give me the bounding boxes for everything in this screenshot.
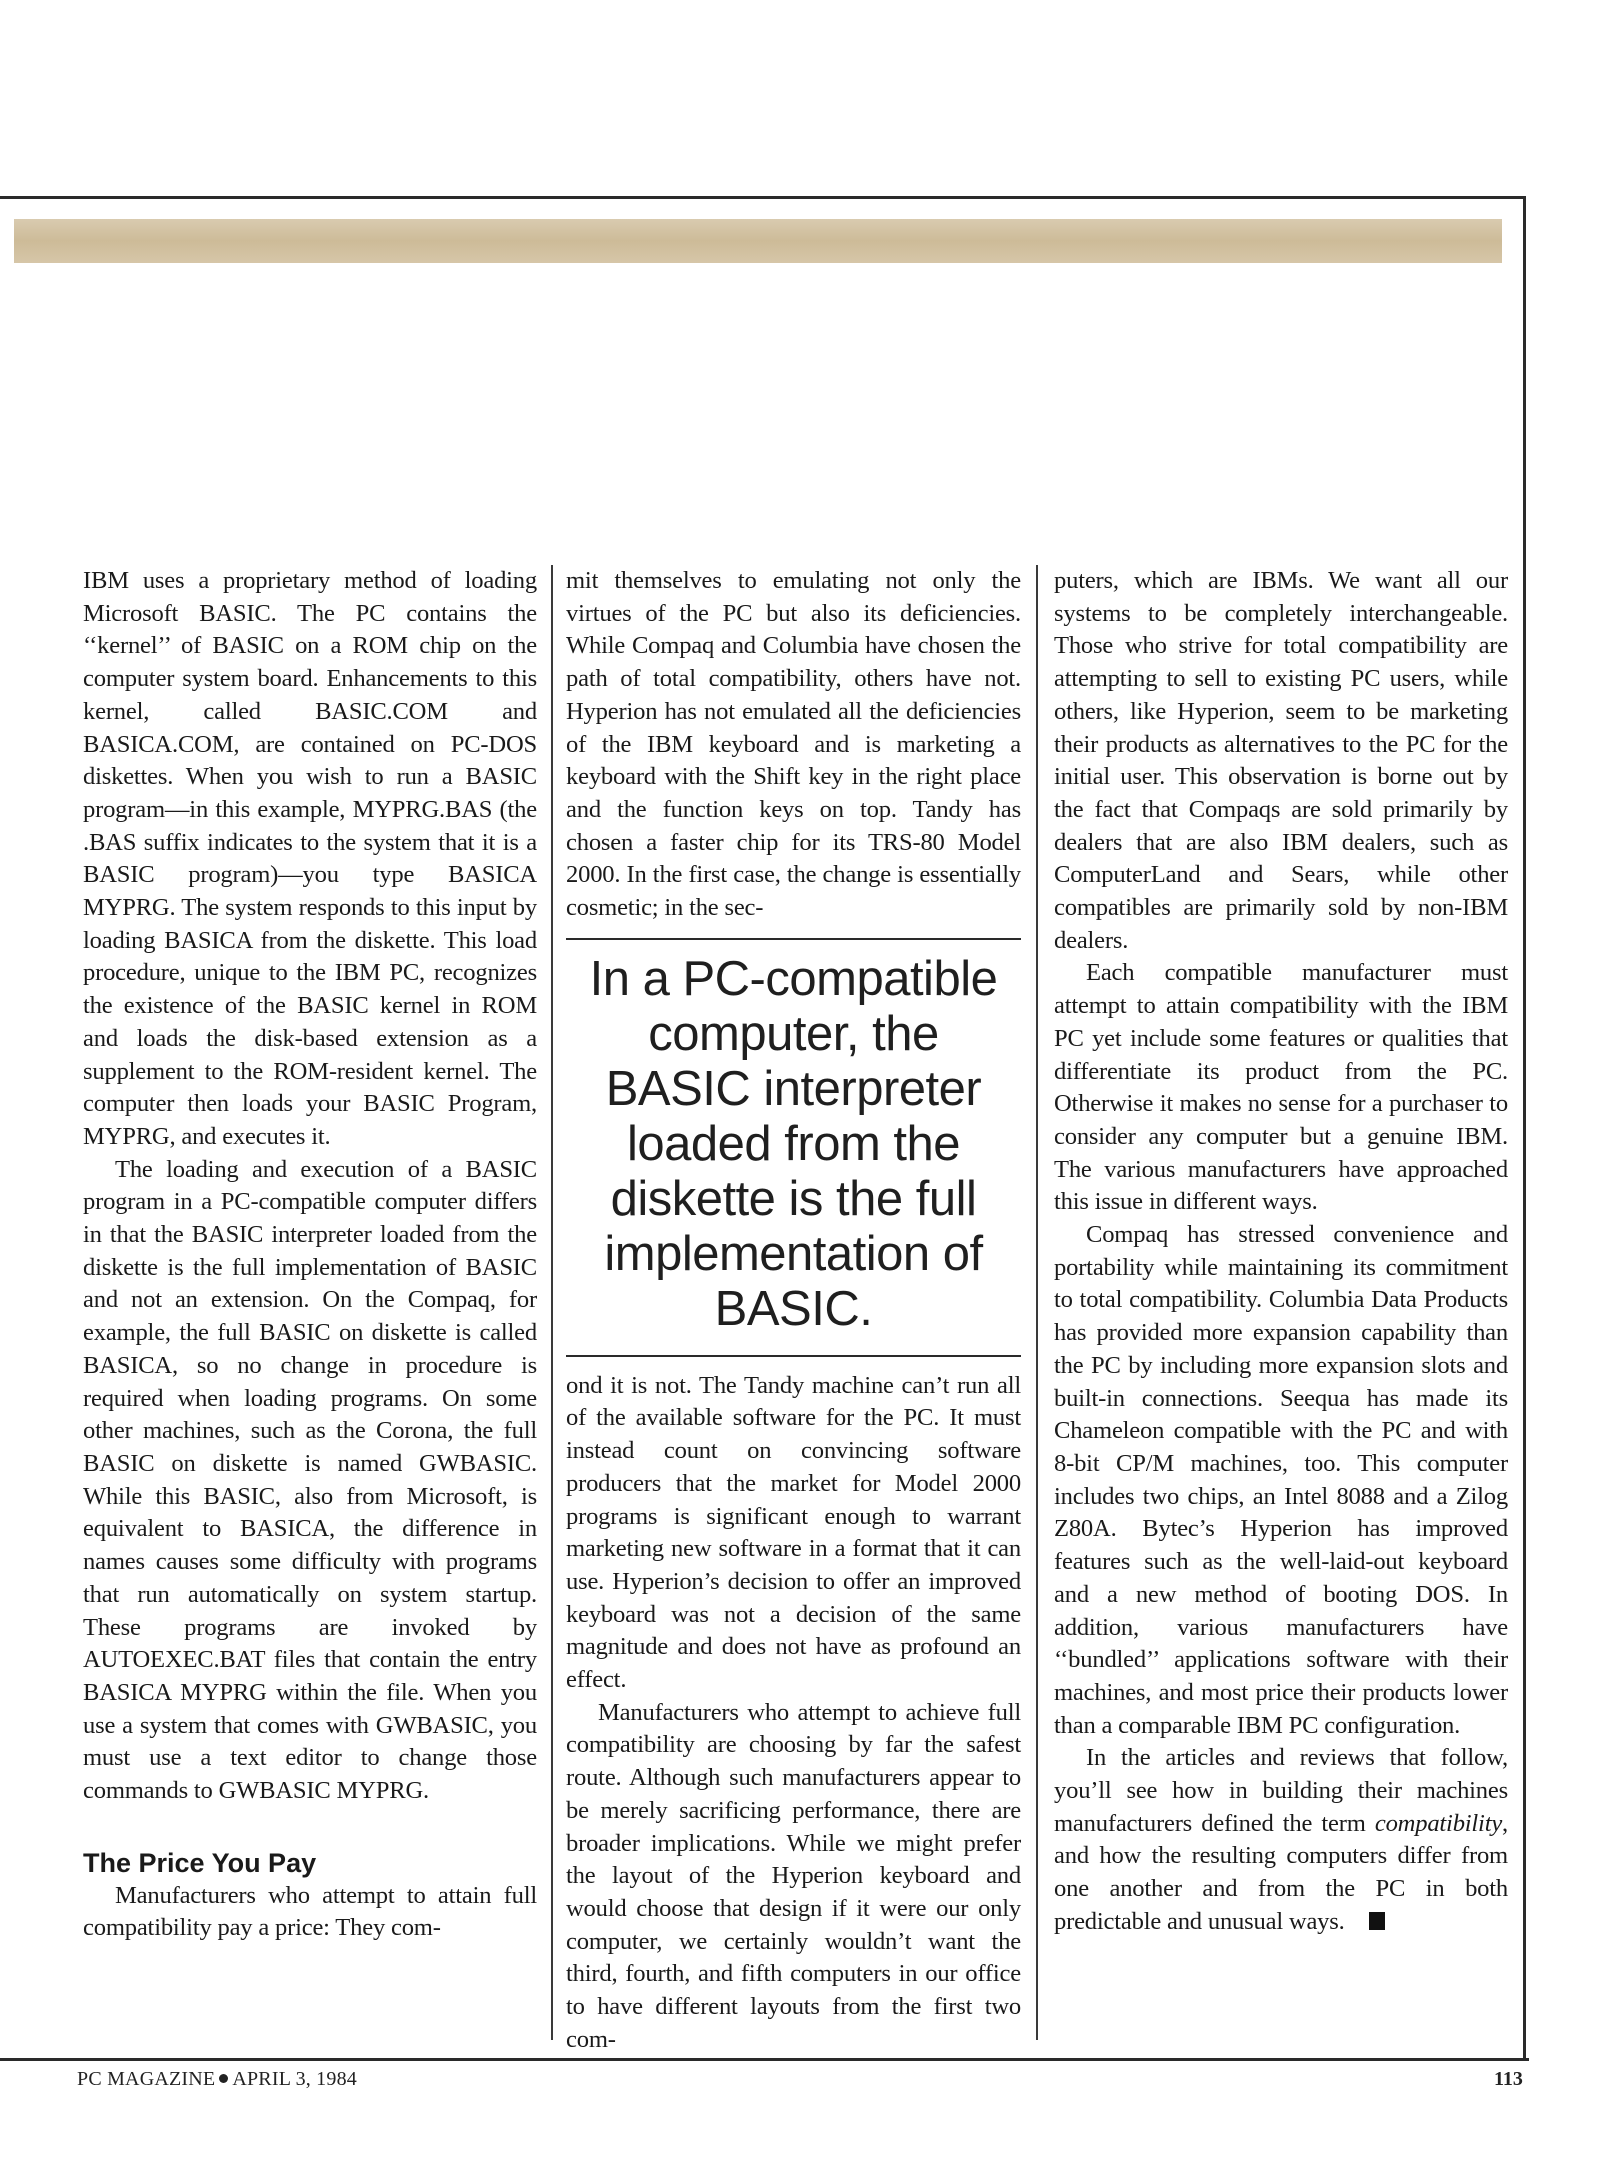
footer-rule	[0, 2058, 1529, 2061]
paragraph-final	[1054, 1742, 1508, 1938]
page-number: 113	[1494, 2068, 1523, 2090]
article-column-2	[566, 565, 1021, 2057]
paragraph: Manufacturers who attempt to attain full compatibility pay a price: They com-	[83, 1881, 537, 1942]
end-of-article-mark	[1369, 1912, 1385, 1930]
paragraph: Manufacturers who attempt to achieve full compatibility are choosing by far the safest route. Although such manufacturers appear to be merely sacrificing performance, there are broader implications. While we might prefer the layout of the Hyperion keyboard and would choose that design if it were our only computer, we certainly wouldn’t want the third, fourth, and fifth computers in our office to have different layouts from the first two com-	[566, 1698, 1021, 2053]
section-subhead: The Price You Pay	[83, 1847, 317, 1878]
magazine-name: PC MAGAZINE	[77, 2068, 216, 2090]
pull-quote: In a PC-compatible computer, the BASIC interpreter loaded from the diskette is the full implementation of BASIC.	[566, 938, 1021, 1357]
text-run: In the articles and reviews that follow, you’ll see how in building their machines manufacturers defined the term	[1054, 1744, 1508, 1837]
text-run: , and how the resulting computers differ from one another and from the PC in both predictable and unusual ways.	[1054, 1809, 1508, 1935]
paragraph: IBM uses a proprietary method of loading Microsoft BASIC. The PC contains the ‘‘kernel’’ of BASIC on a ROM chip on the computer system board. Enhancements to this kernel, called BASIC.COM and BASICA.COM, are contained on PC-DOS diskettes. When you wish to run a BASIC program—in this example, MYPRG.BAS (the .BAS suffix indicates to the system that it is a BASIC program)—you type BASICA MYPRG. The system responds to this input by loading BASICA from the diskette. This load procedure, unique to the IBM PC, recognizes the existence of the BASIC kernel in ROM and loads the disk-based extension as a supplement to the ROM-resident kernel. The computer then loads your BASIC Program, MYPRG, and executes it.	[83, 567, 537, 1150]
emphasis-term: compatibility	[1374, 1809, 1503, 1837]
header-color-band	[14, 219, 1502, 263]
paragraph: Each compatible manufacturer must attempt to attain compatibility with the IBM PC yet include some features or qualities that differentiate its product from the PC. Otherwise it makes no sense for a purchaser to consider any computer but a genuine IBM. The various manufacturers have approached this issue in different ways.	[1054, 959, 1508, 1216]
bullet-icon	[219, 2074, 228, 2083]
article-column-1	[83, 565, 537, 1945]
paragraph: The loading and execution of a BASIC program in a PC-compatible computer differs in that the BASIC interpreter loaded from the diskette is the full implementation of BASIC and not an extension. On the Compaq, for example, the full BASIC on diskette is called BASICA, so no change in procedure is required when loading programs. On some other machines, such as the Corona, the full BASIC on diskette is named GWBASIC. While this BASIC, also from Microsoft, is equivalent to BASICA, the difference in names causes some difficulty with programs that run automatically on system startup. These programs are invoked by AUTOEXEC.BAT files that contain the entry BASICA MYPRG within the file. When you use a system that comes with GWBASIC, you must use a text editor to change those commands to GWBASIC MYPRG.	[83, 1155, 537, 1805]
paragraph: Compaq has stressed convenience and portability while maintaining its commitment to total compatibility. Columbia Data Products has provided more expansion capability than the PC by including more expansion slots and built-in connections. Seequa has made its Chameleon compatible with the PC and with 8-bit CP/M machines, too. This computer includes two chips, an Intel 8088 and a Zilog Z80A. Bytec’s Hyperion has improved features such as the well-laid-out keyboard and a new method of booting DOS. In addition, various manufacturers have ‘‘bundled’’ applications software with their machines, and most price their products lower than a comparable IBM PC configuration.	[1054, 1221, 1508, 1739]
article-column-3	[1054, 565, 1508, 1939]
paragraph: ond it is not. The Tandy machine can’t run all of the available software for the PC. It must instead count on convincing software producers that the market for Model 2000 programs is significant enough to warrant marketing new software in a format that it can use. Hyperion’s decision to offer an improved keyboard was not a decision of the same magnitude and does not have as profound an effect.	[566, 1371, 1021, 1694]
paragraph: mit themselves to emulating not only the virtues of the PC but also its deficiencies. While Compaq and Columbia have chosen the path of total compatibility, others have not. Hyperion has not emulated all the deficiencies of the IBM keyboard and is marketing a keyboard with the Shift key in the right place and the function keys on top. Tandy has chosen a faster chip for its TRS-80 Model 2000. In the first case, the change is essentially cosmetic; in the sec-	[566, 567, 1021, 922]
column-divider	[1036, 565, 1038, 2040]
paragraph: puters, which are IBMs. We want all our systems to be completely interchangeable. Those who strive for total compatibility are attempting to sell to existing PC users, while others, like Hyperion, seem to be marketing their products as alternatives to the PC for the initial user. This observation is borne out by the fact that Compaqs are sold primarily by dealers that are also IBM dealers, such as ComputerLand and Sears, while other compatibles are primarily sold by non-IBM dealers.	[1054, 567, 1508, 954]
column-divider	[551, 565, 553, 2040]
running-footer	[77, 2068, 357, 2091]
issue-date: APRIL 3, 1984	[232, 2068, 357, 2090]
